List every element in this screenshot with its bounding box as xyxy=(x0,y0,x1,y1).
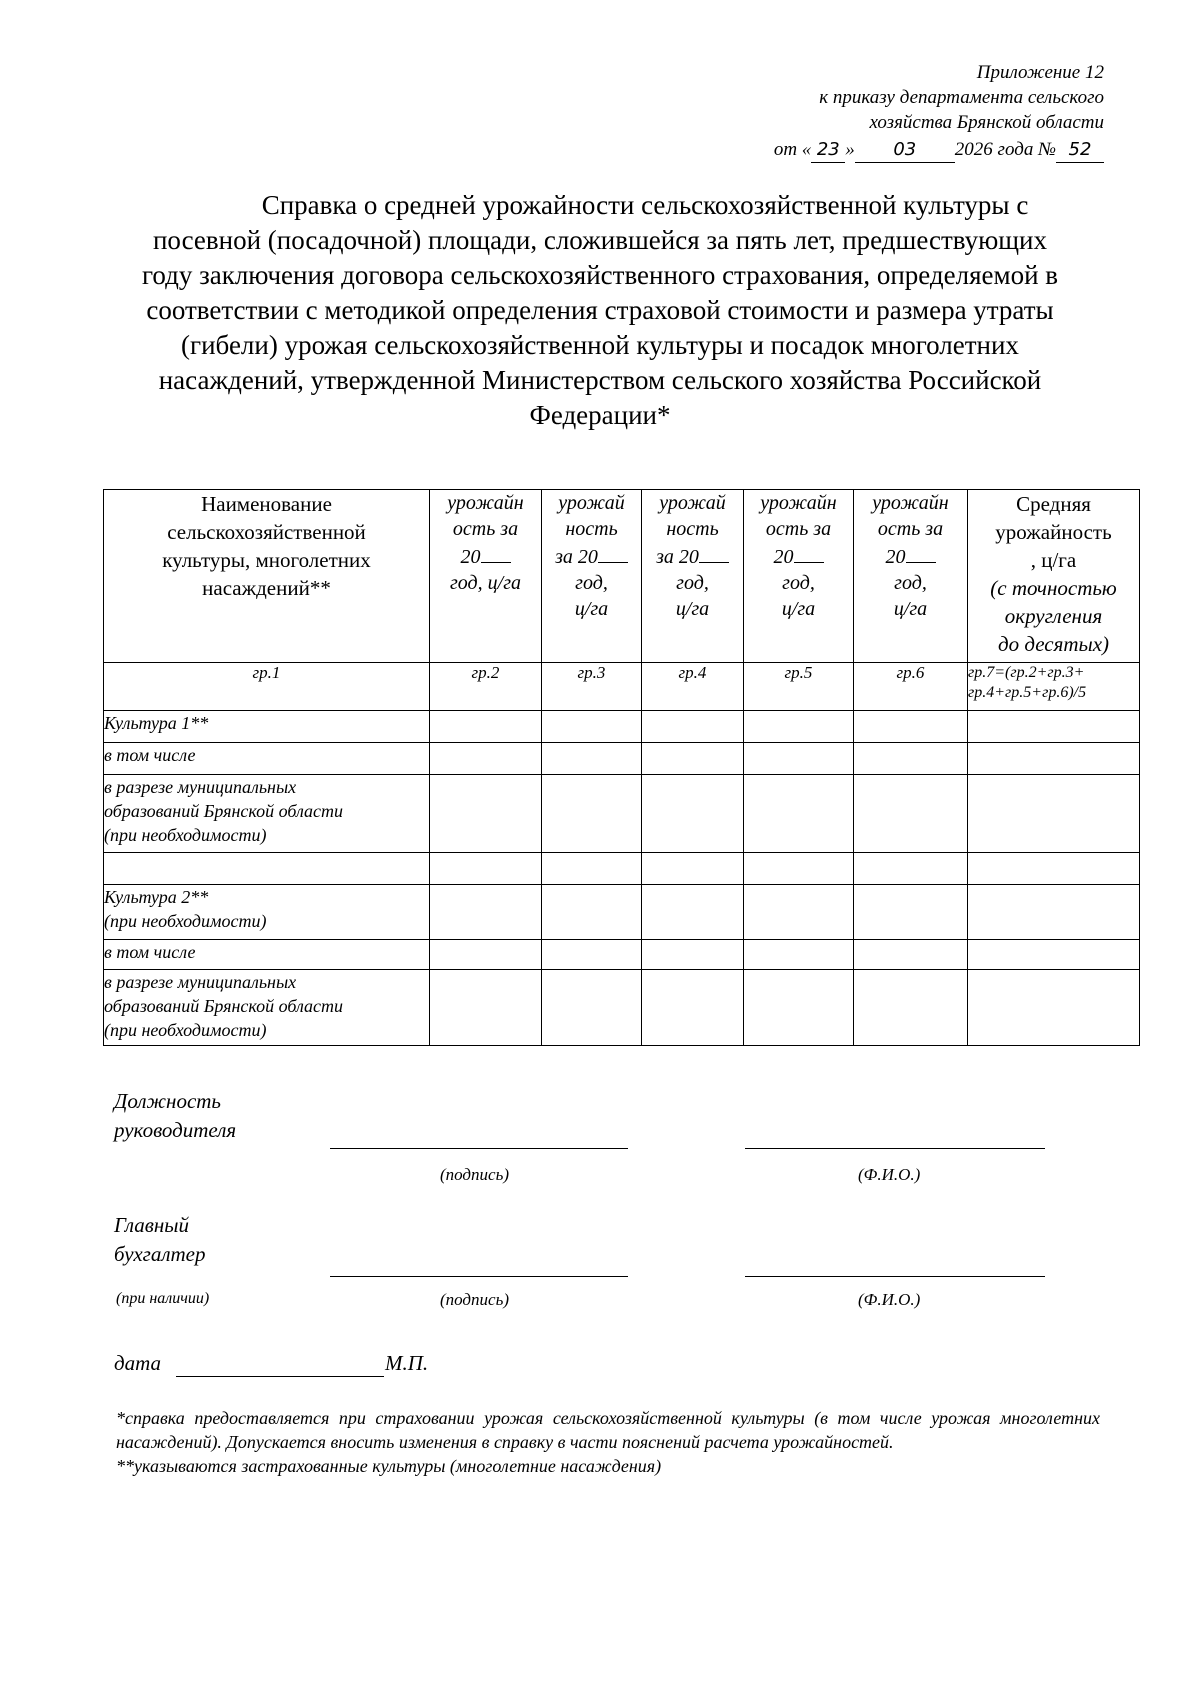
header-year-blank xyxy=(642,542,743,570)
table-header-row xyxy=(104,490,1140,663)
table-cell xyxy=(744,970,854,1046)
table-group-row xyxy=(104,663,1140,711)
footnotes xyxy=(116,1406,1100,1478)
table-cell xyxy=(430,970,542,1046)
accountant-label xyxy=(114,1211,206,1269)
header-text: год, xyxy=(575,572,608,594)
formula-line: гр.7=(гр.2+гр.3+ xyxy=(968,664,1085,681)
row-label-line: (при необходимости) xyxy=(104,825,267,845)
title-line: насаждений, утвержденной Министерством сельского хозяйства Российской xyxy=(158,365,1042,395)
row-label-line: (при необходимости) xyxy=(104,911,267,931)
header-text: , ц/га xyxy=(1030,548,1077,572)
title-line: соответствии с методикой определения страховой стоимости и размера утраты xyxy=(146,295,1054,325)
table-cell xyxy=(968,853,1140,885)
table-cell xyxy=(642,970,744,1046)
row-label-line: в разрезе муниципальных xyxy=(104,777,297,797)
yield-table xyxy=(103,489,1140,1046)
table-cell xyxy=(542,775,642,853)
table-cell xyxy=(744,885,854,940)
year-blank-line xyxy=(598,542,628,563)
title-line: посевной (посадочной) площади, сложившейся за пять лет, предшествующих xyxy=(152,225,1048,255)
header-text: ц/га xyxy=(781,598,816,620)
date-day: 23 xyxy=(811,137,845,163)
label-line: бухгалтер xyxy=(114,1242,206,1266)
year-blank-line xyxy=(794,542,824,563)
appendix-date-number xyxy=(774,137,1104,163)
header-text: 20 xyxy=(885,546,906,568)
appendix-block xyxy=(774,60,1104,163)
row-label-line: образований Брянской области xyxy=(104,801,344,821)
group-cell: гр.2 xyxy=(430,663,542,711)
row-label: Культура 1** xyxy=(104,711,430,743)
header-text: ость за xyxy=(877,518,944,540)
table-cell xyxy=(542,970,642,1046)
table-cell xyxy=(430,743,542,775)
header-text: до десятых) xyxy=(997,632,1110,656)
group-cell: гр.6 xyxy=(854,663,968,711)
accountant-name-caption: (Ф.И.О.) xyxy=(858,1290,921,1309)
header-text: ц/га xyxy=(893,598,928,620)
table-cell xyxy=(854,743,968,775)
accountant-name-line xyxy=(745,1276,1045,1277)
table-row xyxy=(104,970,1140,1046)
header-text: Наименование xyxy=(201,492,332,516)
header-text: урожайн xyxy=(872,492,949,514)
header-text: (с точностью xyxy=(990,576,1117,600)
director-label xyxy=(114,1087,236,1145)
header-year-blank xyxy=(854,542,967,570)
table-row xyxy=(104,743,1140,775)
table-cell xyxy=(744,940,854,970)
table-cell xyxy=(542,743,642,775)
title-line: Федерации* xyxy=(529,400,671,430)
header-year-blank xyxy=(744,542,853,570)
header-text: Средняя xyxy=(1016,492,1091,516)
group-cell-formula xyxy=(968,663,1140,711)
header-text: ость за xyxy=(765,518,832,540)
header-text: урожайн xyxy=(447,492,524,514)
table-cell xyxy=(744,853,854,885)
date-prefix: от « xyxy=(773,139,812,160)
table-row xyxy=(104,885,1140,940)
label-line: Главный xyxy=(114,1213,189,1237)
accountant-signature-line xyxy=(330,1276,628,1277)
header-text: урожай xyxy=(558,492,625,514)
table-cell xyxy=(430,885,542,940)
table-cell xyxy=(430,711,542,743)
director-name-line xyxy=(745,1148,1045,1149)
table-row-empty xyxy=(104,853,1140,885)
header-text: ц/га xyxy=(574,598,609,620)
table-cell xyxy=(968,940,1140,970)
header-text: ц/га xyxy=(675,598,710,620)
document-title xyxy=(110,188,1090,433)
stamp-label: М.П. xyxy=(385,1351,429,1375)
accountant-optional-caption: (при наличии) xyxy=(116,1290,210,1307)
row-label-line: (при необходимости) xyxy=(104,1020,267,1040)
director-signature-line xyxy=(330,1148,628,1149)
header-yield-col3 xyxy=(542,490,642,663)
table-cell xyxy=(854,711,968,743)
director-signature-caption: (подпись) xyxy=(440,1165,509,1184)
table-cell xyxy=(968,743,1140,775)
appendix-order-ref: к приказу департамента сельского xyxy=(819,87,1104,108)
header-text: год, xyxy=(676,572,709,594)
table-cell xyxy=(542,711,642,743)
group-cell: гр.5 xyxy=(744,663,854,711)
group-cell: гр.3 xyxy=(542,663,642,711)
table-row xyxy=(104,940,1140,970)
table-cell xyxy=(968,775,1140,853)
footnote-1: *справка предоставляется при страховании урожая сельскохозяйственной культуры (в том числе урожая многолетних насаждений). Допускается вносить изменения в справку в части пояснений расчета урожайностей. xyxy=(116,1408,1100,1452)
header-yield-col4 xyxy=(642,490,744,663)
header-text: урожайность xyxy=(995,520,1112,544)
title-line: (гибели) урожая сельскохозяйственной культуры и посадок многолетних xyxy=(181,330,1019,360)
row-label-line: в разрезе муниципальных xyxy=(104,972,297,992)
header-yield-col2 xyxy=(430,490,542,663)
group-cell: гр.4 xyxy=(642,663,744,711)
header-year-blank xyxy=(542,542,641,570)
table-cell xyxy=(642,885,744,940)
row-label-line: образований Брянской области xyxy=(104,996,344,1016)
header-text: 20 xyxy=(460,546,481,568)
header-text: сельскохозяйственной xyxy=(167,520,366,544)
table-cell xyxy=(430,775,542,853)
header-yield-col6 xyxy=(854,490,968,663)
header-text: урожайн xyxy=(760,492,837,514)
table-cell xyxy=(642,775,744,853)
order-number: 52 xyxy=(1056,137,1104,163)
table-cell xyxy=(968,970,1140,1046)
header-crop-name xyxy=(104,490,430,663)
header-text: урожай xyxy=(659,492,726,514)
table-cell xyxy=(744,775,854,853)
header-text: год, ц/га xyxy=(449,572,521,594)
label-line: руководителя xyxy=(114,1118,237,1142)
table-cell xyxy=(642,743,744,775)
row-label: в том числе xyxy=(104,743,430,775)
year-blank-line xyxy=(481,542,511,563)
table-cell xyxy=(104,853,430,885)
header-text: год, xyxy=(782,572,815,594)
header-text: ность xyxy=(666,518,719,540)
table-cell xyxy=(744,711,854,743)
table-cell xyxy=(854,885,968,940)
table-row xyxy=(104,775,1140,853)
table-cell xyxy=(854,940,968,970)
row-label xyxy=(104,775,430,853)
table-row xyxy=(104,711,1140,743)
header-text: за 20 xyxy=(555,546,598,568)
header-text: ость за xyxy=(452,518,519,540)
date-label: дата xyxy=(114,1351,162,1375)
appendix-department: хозяйства Брянской области xyxy=(869,112,1104,133)
row-label xyxy=(104,970,430,1046)
group-cell: гр.1 xyxy=(104,663,430,711)
table-cell xyxy=(430,940,542,970)
director-name-caption: (Ф.И.О.) xyxy=(858,1165,921,1184)
header-average-yield xyxy=(968,490,1140,663)
table-cell xyxy=(642,711,744,743)
footnote-2: **указываются застрахованные культуры (многолетние насаждения) xyxy=(116,1456,662,1476)
row-label-line: Культура 2** xyxy=(104,887,209,907)
title-line: Справка о средней урожайности сельскохозяйственной культуры с xyxy=(261,190,1029,220)
year-blank-line xyxy=(699,542,729,563)
table-cell xyxy=(642,853,744,885)
formula-line: гр.4+гр.5+гр.6)/5 xyxy=(968,684,1087,701)
row-label: в том числе xyxy=(104,940,430,970)
appendix-title: Приложение 12 xyxy=(976,62,1104,83)
header-text: округления xyxy=(1004,604,1103,628)
date-line xyxy=(176,1376,384,1377)
date-month: 03 xyxy=(855,137,955,163)
table-cell xyxy=(744,743,854,775)
table-cell xyxy=(968,711,1140,743)
accountant-signature-caption: (подпись) xyxy=(440,1290,509,1309)
date-year: 2026 года № xyxy=(954,139,1056,160)
table-cell xyxy=(854,775,968,853)
table-cell xyxy=(968,885,1140,940)
table-cell xyxy=(854,853,968,885)
header-text: культуры, многолетних xyxy=(162,548,371,572)
table-cell xyxy=(542,853,642,885)
header-text: ность xyxy=(565,518,618,540)
header-text: 20 xyxy=(773,546,794,568)
header-yield-col5 xyxy=(744,490,854,663)
table-cell xyxy=(642,940,744,970)
table-cell xyxy=(430,853,542,885)
title-line: году заключения договора сельскохозяйственного страхования, определяемой в xyxy=(141,260,1059,290)
table-cell xyxy=(542,885,642,940)
table-cell xyxy=(542,940,642,970)
header-text: насаждений** xyxy=(202,576,331,600)
header-year-blank xyxy=(430,542,541,570)
header-text: год, xyxy=(894,572,927,594)
label-line: Должность xyxy=(114,1089,221,1113)
header-text: за 20 xyxy=(656,546,699,568)
row-label xyxy=(104,885,430,940)
year-blank-line xyxy=(906,542,936,563)
table-cell xyxy=(854,970,968,1046)
date-quote-close: » xyxy=(845,139,855,160)
